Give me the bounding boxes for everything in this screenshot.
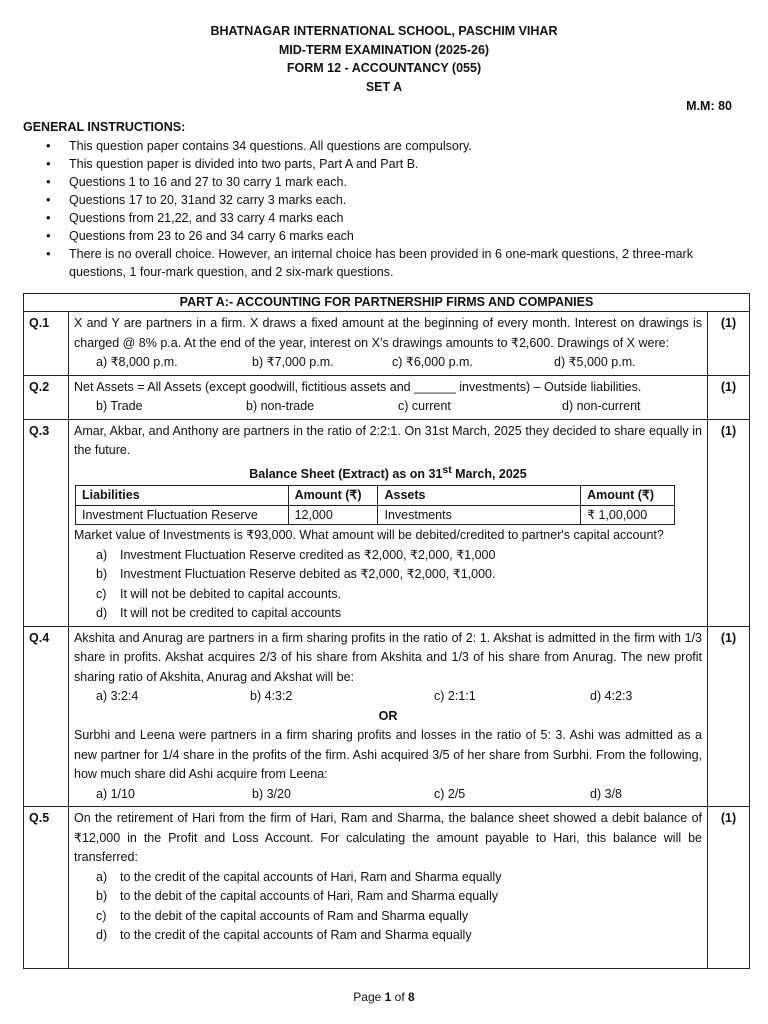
option-text: Investment Fluctuation Reserve credited as ₹2,000, ₹2,000, ₹1,000	[120, 547, 496, 562]
option-text: to the credit of the capital accounts of Hari, Ram and Sharma equally	[120, 869, 502, 884]
option-item	[96, 565, 702, 585]
question-body	[69, 312, 708, 376]
set-label: SET A	[365, 79, 403, 94]
question-row-2	[24, 375, 750, 419]
instruction-item: • Questions from 21,22, and 33 carry 4 marks each	[46, 209, 736, 227]
question-text: X and Y are partners in a firm. X draws a fixed amount at the beginning of every month. Interest on drawings is charged @ 8% p.a. At the end of the year, interest on X’s drawings amounts to ₹2,600. Drawings of X were:	[74, 316, 702, 350]
option-text: to the debit of the capital accounts of Hari, Ram and Sharma equally	[120, 889, 498, 904]
questions-table	[23, 293, 750, 969]
question-body	[69, 419, 708, 626]
or-separator: OR	[378, 708, 398, 723]
current-page: 1	[384, 990, 392, 1004]
options-row	[74, 687, 702, 707]
options-list	[74, 546, 702, 624]
option-c: c) 2/5	[434, 786, 466, 801]
option-d: d) ₹5,000 p.m.	[554, 355, 636, 369]
question-marks: (1)	[708, 626, 750, 807]
instruction-item: • This question paper is divided into two parts, Part A and Part B.	[46, 155, 736, 173]
balance-sheet-row	[76, 505, 675, 525]
option-label: a)	[96, 547, 108, 562]
option-text: It will not be debited to capital accounts.	[120, 586, 341, 601]
part-a-header-row	[24, 294, 750, 312]
question-marks: (1)	[708, 419, 750, 626]
exam-header	[0, 22, 768, 96]
option-b: b) ₹7,000 p.m.	[252, 355, 334, 369]
option-label: b)	[96, 889, 108, 904]
bs-header-liabilities: Liabilities	[76, 486, 289, 506]
question-number: Q.4	[24, 626, 69, 807]
option-a: b) Trade	[96, 399, 143, 413]
options-list	[74, 868, 702, 946]
options-row	[74, 397, 702, 417]
bs-cell: Investments	[378, 505, 581, 525]
option-item	[96, 907, 702, 927]
bs-cell: ₹ 1,00,000	[581, 505, 675, 525]
question-number: Q.5	[24, 807, 69, 969]
part-a-title: PART A:- ACCOUNTING FOR PARTNERSHIP FIRMS AND COMPANIES	[24, 294, 750, 312]
option-item	[96, 926, 702, 946]
question-marks: (1)	[708, 312, 750, 376]
instruction-item: • Questions 1 to 16 and 27 to 30 carry 1 mark each.	[46, 173, 736, 191]
option-item	[96, 887, 702, 907]
option-label: d)	[96, 606, 108, 621]
school-name: BHATNAGAR INTERNATIONAL SCHOOL, PASCHIM VIHAR	[210, 24, 558, 38]
balance-sheet-title-post: March, 2025	[451, 466, 527, 481]
option-label: b)	[96, 567, 108, 582]
option-a: a) 1/10	[96, 786, 135, 801]
option-item	[96, 546, 702, 566]
balance-sheet-title-pre: Balance Sheet (Extract) as on 31	[249, 466, 443, 481]
instruction-item: • Questions 17 to 20, 31and 32 carry 3 marks each.	[46, 191, 736, 209]
form-subject: FORM 12 - ACCOUNTANCY (055)	[286, 61, 482, 75]
bs-header-assets: Assets	[378, 486, 581, 506]
option-item	[96, 868, 702, 888]
option-b: b) 3/20	[252, 786, 291, 801]
bs-cell: 12,000	[288, 505, 378, 525]
option-d: d) 4:2:3	[590, 689, 633, 704]
option-a: a) 3:2:4	[96, 689, 139, 704]
question-text: Net Assets = All Assets (except goodwill, fictitious assets and ______ investments) – Outside liabilities.	[74, 379, 642, 394]
option-b: b) non-trade	[246, 399, 315, 413]
option-label: a)	[96, 869, 108, 884]
question-row-3	[24, 419, 750, 626]
max-marks: M.M: 80	[686, 99, 732, 113]
question-number: Q.1	[24, 312, 69, 376]
balance-sheet-table	[75, 485, 675, 525]
option-item	[96, 604, 702, 624]
option-b: b) 4:3:2	[250, 689, 293, 704]
balance-sheet-header-row	[76, 486, 675, 506]
question-marks: (1)	[708, 807, 750, 969]
instruction-item: • There is no overall choice. However, an internal choice has been provided in 6 one-mark questions, 2 three-mark questions, 1 four-mark question, and 2 six-mark questions.	[46, 245, 736, 281]
instruction-item: • Questions from 23 to 26 and 34 carry 6 marks each	[46, 227, 736, 245]
question-body	[69, 807, 708, 969]
question-row-1	[24, 312, 750, 376]
option-d: d) 3/8	[590, 786, 622, 801]
option-c: c) 2:1:1	[434, 689, 476, 704]
option-text: to the debit of the capital accounts of Ram and Sharma equally	[120, 908, 469, 923]
balance-sheet-title	[74, 461, 702, 485]
option-c: c) current	[398, 399, 451, 413]
question-body	[69, 375, 708, 419]
question-row-5	[24, 807, 750, 969]
question-text: On the retirement of Hari from the firm of Hari, Ram and Sharma, the balance sheet showed a debit balance of ₹12,000 in the Profit and Loss Account. For calculating the amount payable to Hari, this balance will be transferred:	[74, 811, 702, 865]
question-number: Q.2	[24, 375, 69, 419]
instruction-item: • This question paper contains 34 questions. All questions are compulsory.	[46, 137, 736, 155]
question-text: Akshita and Anurag are partners in a firm sharing profits in the ratio of 2: 1. Akshat is admitted in the firm with 1/3 share in profits. Akshat acquires 2/3 of his share from Akshita and 1/3 of his share from Anurag. The new profit sharing ratio of Akshita, Anurag and Akshat will be:	[74, 630, 702, 684]
bs-cell: Investment Fluctuation Reserve	[76, 505, 289, 525]
option-label: c)	[96, 586, 107, 601]
question-body	[69, 626, 708, 807]
options-row	[74, 353, 702, 373]
alternate-question-text: Surbhi and Leena were partners in a firm sharing profits and losses in the ratio of 5: 3. Ashi was admitted as a new partner for 1/4 share in the profits of the firm. Ashi acquired 3/5 of her share from Surbhi. From the following, how much share did Ashi acquire from Leena:	[74, 728, 702, 782]
footer-prefix: Page	[353, 990, 385, 1004]
option-c: c) ₹6,000 p.m.	[392, 355, 473, 369]
bs-header-amount: Amount (₹)	[288, 486, 378, 506]
option-item	[96, 585, 702, 605]
total-pages: 8	[408, 990, 415, 1004]
question-text-continued: Market value of Investments is ₹93,000. What amount will be debited/credited to partner's capital account?	[74, 528, 664, 543]
balance-sheet-title-sup: st	[442, 464, 452, 476]
option-text: to the credit of the capital accounts of Ram and Sharma equally	[120, 928, 472, 943]
question-marks: (1)	[708, 375, 750, 419]
question-number: Q.3	[24, 419, 69, 626]
option-a: a) ₹8,000 p.m.	[96, 355, 178, 369]
option-d: d) non-current	[562, 399, 641, 413]
option-text: Investment Fluctuation Reserve debited as ₹2,000, ₹2,000, ₹1,000.	[120, 567, 496, 582]
alternate-options-row	[74, 785, 702, 805]
instructions-list	[46, 137, 736, 281]
option-label: c)	[96, 908, 107, 923]
page-footer	[0, 990, 768, 1004]
question-row-4	[24, 626, 750, 807]
option-label: d)	[96, 928, 108, 943]
instructions-title: GENERAL INSTRUCTIONS:	[23, 120, 186, 134]
question-text: Amar, Akbar, and Anthony are partners in the ratio of 2:2:1. On 31st March, 2025 they decided to share equally in the future.	[74, 423, 702, 457]
bs-header-amount: Amount (₹)	[581, 486, 675, 506]
footer-of: of	[391, 990, 409, 1004]
exam-name: MID-TERM EXAMINATION (2025-26)	[278, 42, 490, 57]
option-text: It will not be credited to capital accounts	[120, 606, 341, 621]
